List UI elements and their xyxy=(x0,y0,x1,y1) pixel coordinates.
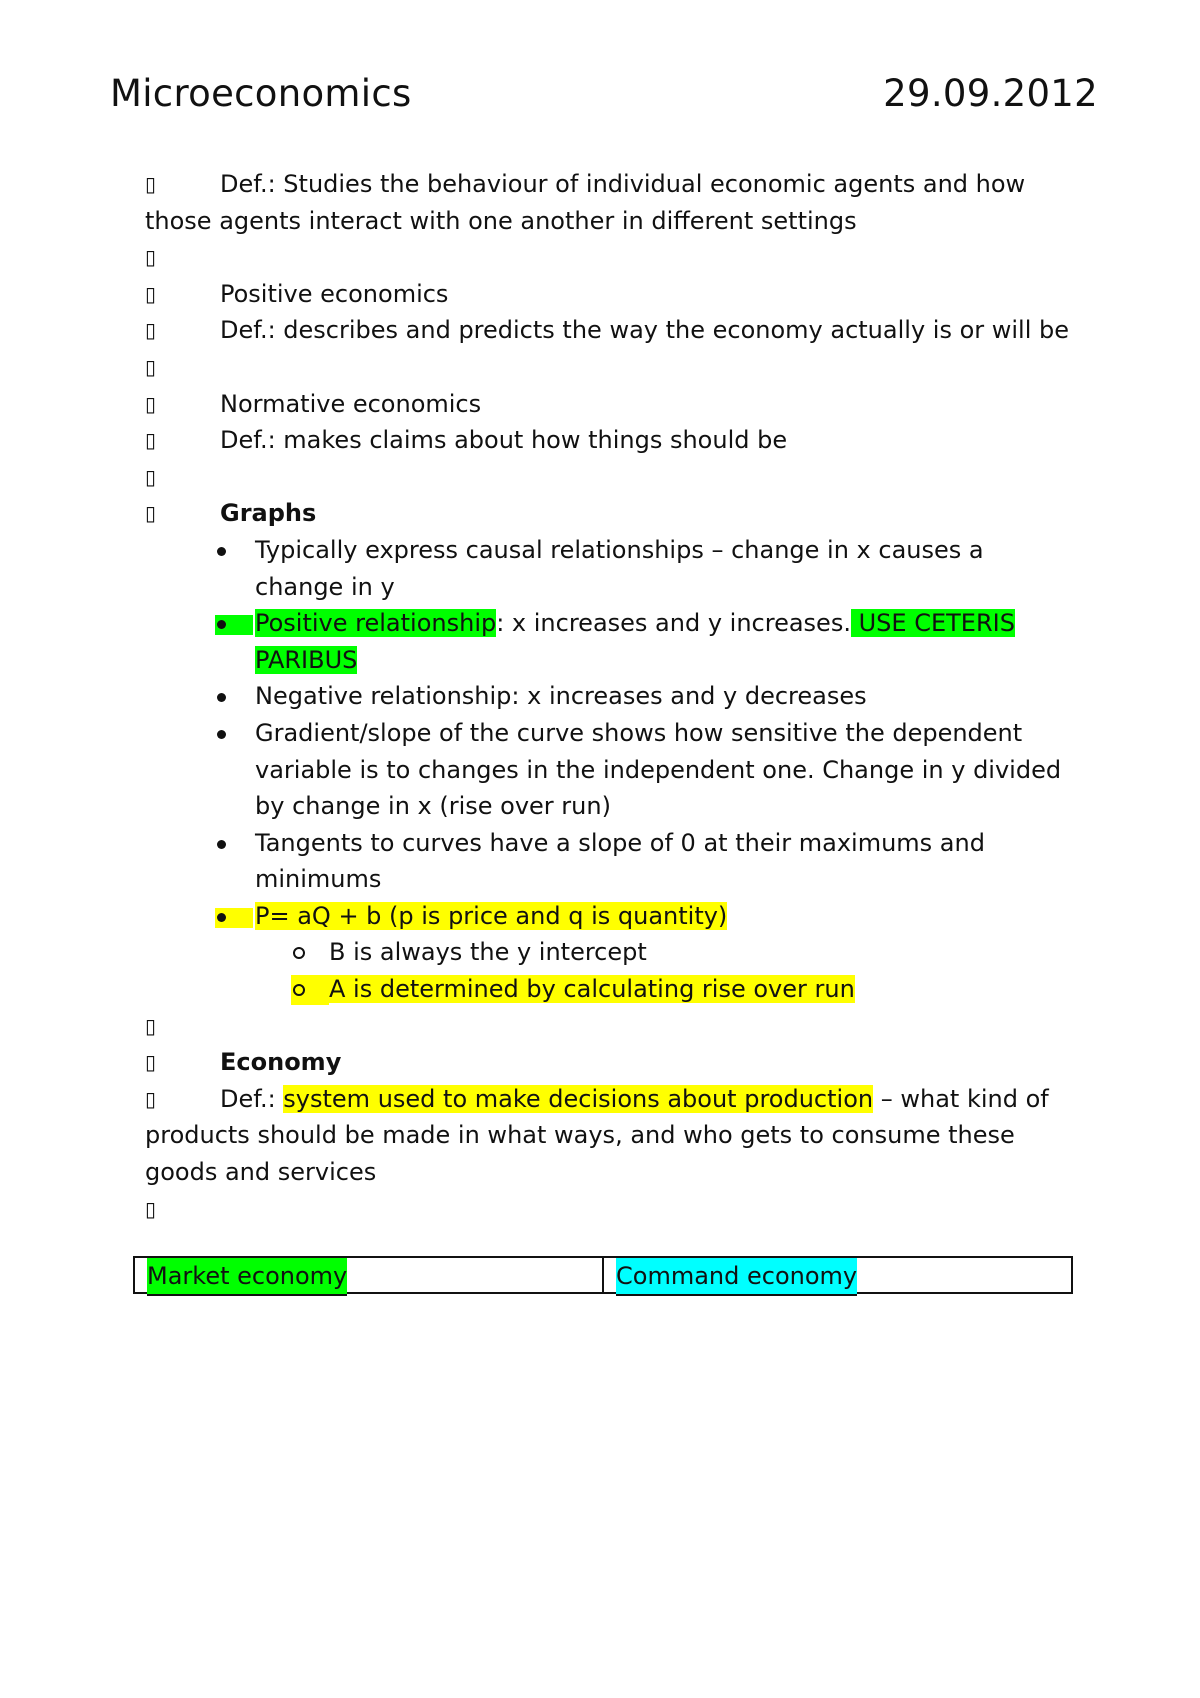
note-row xyxy=(145,166,1070,239)
note-row xyxy=(145,386,1070,423)
sub-list-item xyxy=(145,971,1070,1008)
note-row-empty xyxy=(145,239,1070,276)
missing-glyph-box-icon: ▯ xyxy=(145,281,157,306)
table-cell-market xyxy=(135,1258,602,1292)
page-title: Microeconomics xyxy=(110,72,412,115)
missing-glyph-box-icon: ▯ xyxy=(145,501,157,526)
normative-economics-heading: Normative economics xyxy=(220,389,482,418)
circle-bullet-icon xyxy=(293,984,305,996)
missing-glyph-box-icon: ▯ xyxy=(145,1050,157,1075)
table-cell-command xyxy=(602,1258,1071,1292)
missing-glyph-box-icon: ▯ xyxy=(145,464,157,489)
economy-definition-prefix: Def.: xyxy=(220,1084,284,1113)
bullet-icon xyxy=(217,913,226,922)
missing-glyph-box-icon: ▯ xyxy=(145,1196,157,1221)
list-item xyxy=(145,898,1070,935)
command-economy-label: Command economy xyxy=(616,1258,857,1296)
note-row-empty xyxy=(145,1008,1070,1045)
highlighted-text: P= aQ + b (p is price and q is quantity) xyxy=(255,901,728,930)
sub-list-item xyxy=(145,934,1070,971)
missing-glyph-box-icon: ▯ xyxy=(145,354,157,379)
bullet-icon xyxy=(217,730,226,739)
list-item xyxy=(145,715,1070,825)
missing-glyph-box-icon: ▯ xyxy=(145,318,157,343)
missing-glyph-box-icon: ▯ xyxy=(145,172,157,196)
market-economy-label: Market economy xyxy=(147,1258,347,1296)
missing-glyph-box-icon: ▯ xyxy=(145,391,157,416)
list-item xyxy=(145,532,1070,605)
missing-glyph-box-icon: ▯ xyxy=(145,428,157,453)
note-row xyxy=(145,312,1070,349)
bullet-icon xyxy=(217,693,226,702)
highlighted-text: A is determined by calculating rise over run xyxy=(329,975,855,1004)
positive-economics-definition: Def.: describes and predicts the way the economy actually is or will be xyxy=(220,316,1070,345)
page-date: 29.09.2012 xyxy=(883,72,1098,115)
note-row xyxy=(145,1081,1070,1191)
economy-comparison-table xyxy=(133,1256,1073,1294)
bullet-icon xyxy=(217,547,226,556)
missing-glyph-box-icon: ▯ xyxy=(145,1013,157,1038)
list-item xyxy=(145,605,1070,678)
note-row xyxy=(145,495,1070,532)
graphs-bullet-list xyxy=(145,532,1070,1008)
bullet-icon xyxy=(217,840,226,849)
note-row xyxy=(145,1044,1070,1081)
note-row-empty xyxy=(145,349,1070,386)
note-row xyxy=(145,276,1070,313)
bullet-text: : x increases and y increases. xyxy=(496,609,851,638)
bullet-text: Negative relationship: x increases and y decreases xyxy=(255,682,867,711)
graphs-heading: Graphs xyxy=(220,499,317,528)
bullet-text: Typically express causal relationships – change in x causes a change in y xyxy=(255,535,984,601)
positive-economics-heading: Positive economics xyxy=(220,279,449,308)
bullet-text: Gradient/slope of the curve shows how sensitive the dependent variable is to changes in the independent one. Change in y divided by change in x (rise over run) xyxy=(255,718,1062,821)
missing-glyph-box-icon: ▯ xyxy=(145,245,157,270)
normative-economics-definition: Def.: makes claims about how things should be xyxy=(220,426,788,455)
highlighted-text: system used to make decisions about production xyxy=(283,1084,874,1113)
notes-body xyxy=(145,166,1070,1227)
circle-bullet-icon xyxy=(293,947,305,959)
micro-definition: Def.: Studies the behaviour of individual economic agents and how those agents interact with one another in different settings xyxy=(145,170,1026,235)
note-row-empty xyxy=(145,459,1070,496)
note-row xyxy=(145,422,1070,459)
economy-definition-rest: – what kind of products should be made in what ways, and who gets to consume these goods and services xyxy=(145,1084,1049,1187)
note-row-empty xyxy=(145,1191,1070,1228)
highlighted-text: USE CETERIS PARIBUS xyxy=(255,609,1015,674)
list-item xyxy=(145,825,1070,898)
highlighted-text: Positive relationship xyxy=(255,609,497,638)
economy-heading: Economy xyxy=(220,1048,342,1077)
list-item xyxy=(145,678,1070,715)
bullet-text: Tangents to curves have a slope of 0 at their maximums and minimums xyxy=(255,828,985,894)
missing-glyph-box-icon: ▯ xyxy=(145,1086,157,1111)
bullet-text: B is always the y intercept xyxy=(329,938,647,967)
